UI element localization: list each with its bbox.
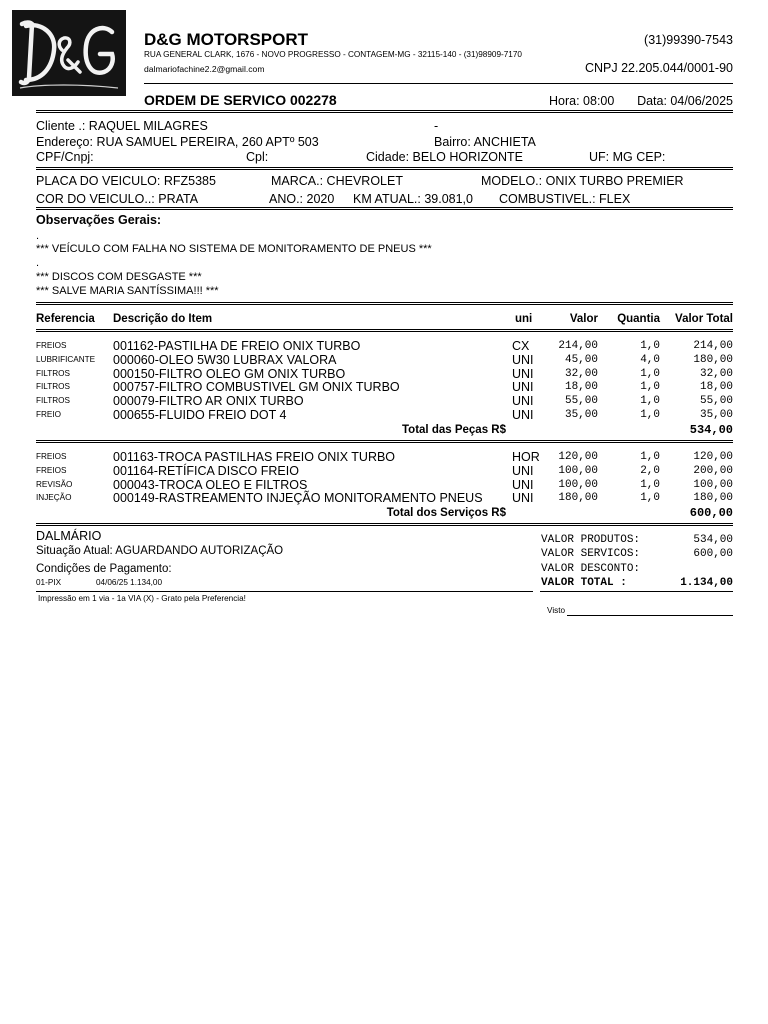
item-total: 32,00 — [699, 367, 733, 380]
item-total: 180,00 — [693, 492, 733, 505]
item-description: 000757-FILTRO COMBUSTIVEL GM ONIX TURBO — [113, 380, 400, 395]
observation-line: *** DISCOS COM DESGASTE *** — [36, 271, 202, 283]
services-total-label: Total dos Serviços R$ — [386, 507, 506, 519]
item-description: 000079-FILTRO AR ONIX TURBO — [113, 394, 304, 409]
item-unit-price: 214,00 — [558, 340, 598, 352]
col-header-quantia: Quantia — [617, 313, 660, 325]
divider — [36, 523, 733, 526]
responsible-name: DALMÁRIO — [36, 529, 102, 543]
services-total-value: 600,00 — [689, 506, 733, 520]
client-address: Endereço: RUA SAMUEL PEREIRA, 260 APTº 503 — [36, 135, 319, 149]
item-unit-price: 45,00 — [564, 353, 598, 366]
item-description: 000149-RASTREAMENTO INJEÇÃO MONITORAMENTO PNEUS — [113, 491, 483, 506]
item-unit-price: 120,00 — [558, 451, 598, 463]
item-unit-price: 55,00 — [564, 395, 598, 408]
item-total: 100,00 — [693, 478, 733, 491]
vehicle-year: ANO.: 2020 — [269, 192, 335, 206]
item-reference: REVISÃO — [36, 479, 73, 489]
item-total: 214,00 — [693, 340, 733, 352]
item-unit: UNI — [512, 352, 534, 367]
item-unit: UNI — [512, 394, 534, 409]
item-unit: UNI — [512, 366, 534, 381]
item-total: 200,00 — [693, 464, 733, 477]
client-name: Cliente .: RAQUEL MILAGRES — [36, 119, 208, 133]
payment-method: 01-PIX — [36, 578, 62, 587]
divider — [36, 207, 733, 210]
parts-total-label: Total das Peças R$ — [402, 424, 506, 436]
item-description: 001164-RETÍFICA DISCO FREIO — [113, 463, 299, 478]
item-quantity: 4,0 — [640, 353, 660, 366]
item-quantity: 1,0 — [640, 451, 660, 463]
summary-label: VALOR SERVICOS: — [541, 548, 641, 561]
payment-detail: 04/06/25 1.134,00 — [96, 578, 163, 587]
order-data: Data: 04/06/2025 — [637, 94, 733, 108]
vehicle-km: KM ATUAL.: 39.081,0 — [353, 192, 473, 206]
company-phone: (31)99390-7543 — [644, 33, 733, 47]
item-quantity: 1,0 — [640, 478, 660, 491]
item-description: 000150-FILTRO OLEO GM ONIX TURBO — [113, 366, 346, 381]
company-name: D&G MOTORSPORT — [144, 30, 309, 49]
item-quantity: 1,0 — [640, 395, 660, 408]
visto-label: Visto — [547, 606, 566, 615]
summary-value: 600,00 — [693, 548, 733, 561]
divider — [144, 83, 733, 84]
item-quantity: 1,0 — [640, 340, 660, 352]
divider — [36, 110, 733, 113]
col-header-referencia: Referencia — [36, 313, 95, 325]
client-cpf: CPF/Cnpj: — [36, 150, 94, 164]
item-description: 000655-FLUIDO FREIO DOT 4 — [113, 408, 287, 422]
payment-conditions-label: Condições de Pagamento: — [36, 563, 172, 575]
client-bairro: Bairro: ANCHIETA — [434, 135, 536, 149]
item-reference: FREIOS — [36, 341, 67, 350]
item-reference: FILTROS — [36, 396, 70, 406]
item-quantity: 2,0 — [640, 464, 660, 477]
observation-line: *** SALVE MARIA SANTÍSSIMA!!! *** — [36, 285, 219, 297]
item-total: 120,00 — [693, 451, 733, 463]
col-header-descricao: Descrição do Item — [113, 313, 213, 325]
item-total: 18,00 — [699, 381, 733, 394]
item-unit: UNI — [512, 463, 534, 478]
item-description: 001163-TROCA PASTILHAS FREIO ONIX TURBO — [113, 450, 396, 464]
divider — [36, 302, 733, 305]
divider — [36, 329, 733, 332]
item-description: 001162-PASTILHA DE FREIO ONIX TURBO — [113, 339, 361, 353]
item-unit: CX — [512, 339, 530, 353]
item-unit-price: 100,00 — [558, 478, 598, 491]
item-unit-price: 100,00 — [558, 464, 598, 477]
summary-underline — [540, 591, 733, 592]
item-reference: FREIO — [36, 410, 62, 419]
signature-line — [567, 615, 733, 616]
item-total: 55,00 — [699, 395, 733, 408]
item-reference: LUBRIFICANTE — [36, 354, 96, 364]
item-unit-price: 32,00 — [564, 367, 598, 380]
item-unit-price: 35,00 — [564, 409, 598, 421]
col-header-valor: Valor — [569, 313, 598, 325]
company-cnpj: CNPJ 22.205.044/0001-90 — [584, 61, 733, 75]
item-quantity: 1,0 — [640, 492, 660, 505]
order-hora: Hora: 08:00 — [549, 94, 615, 108]
print-note: Impressão em 1 via - 1a VIA (X) - Grato pela Preferencia! — [38, 594, 246, 603]
item-reference: FILTROS — [36, 368, 70, 378]
vehicle-plate: PLACA DO VEICULO: RFZ5385 — [36, 174, 216, 188]
status-text: Situação Atual: AGUARDANDO AUTORIZAÇÃO — [36, 545, 284, 557]
vehicle-model: MODELO.: ONIX TURBO PREMIER — [481, 174, 684, 188]
item-unit: UNI — [512, 380, 534, 395]
item-description: 000060-OLEO 5W30 LUBRAX VALORA — [113, 352, 337, 367]
item-unit: HOR — [512, 450, 540, 464]
company-address: RUA GENERAL CLARK, 1676 - NOVO PROGRESSO - CONTAGEM-MG - 32115-140 - (31)98909-7170 — [144, 50, 522, 59]
item-total: 35,00 — [699, 409, 733, 421]
item-unit: UNI — [512, 477, 534, 492]
item-quantity: 1,0 — [640, 381, 660, 394]
client-dash: - — [434, 119, 439, 133]
observations-title: Observações Gerais: — [36, 213, 162, 227]
client-uf: UF: MG CEP: — [589, 150, 666, 164]
observation-dot: . — [36, 230, 40, 242]
order-title: ORDEM DE SERVICO 002278 — [144, 92, 337, 108]
vehicle-make: MARCA.: CHEVROLET — [271, 174, 403, 188]
company-logo — [12, 10, 126, 96]
item-quantity: 1,0 — [640, 367, 660, 380]
client-cpl: Cpl: — [246, 150, 269, 164]
item-reference: FREIOS — [36, 465, 67, 475]
item-description: 000043-TROCA OLEO E FILTROS — [113, 477, 308, 492]
summary-label: VALOR TOTAL : — [541, 576, 627, 589]
company-email: dalmariofachine2.2@gmail.com — [144, 64, 265, 74]
client-city: Cidade: BELO HORIZONTE — [366, 150, 523, 164]
item-unit-price: 18,00 — [564, 381, 598, 394]
parts-total-value: 534,00 — [689, 423, 733, 437]
item-total: 180,00 — [693, 353, 733, 366]
summary-value: 1.134,00 — [680, 576, 733, 589]
item-quantity: 1,0 — [640, 409, 660, 421]
divider — [36, 167, 733, 170]
item-reference: FREIOS — [36, 452, 67, 461]
item-unit-price: 180,00 — [558, 492, 598, 505]
summary-label: VALOR DESCONTO: — [541, 562, 641, 575]
vehicle-fuel: COMBUSTIVEL.: FLEX — [499, 192, 631, 206]
summary-label: VALOR PRODUTOS: — [541, 534, 641, 546]
col-header-uni: uni — [515, 313, 533, 325]
summary-value: 534,00 — [693, 534, 733, 546]
vehicle-color: COR DO VEICULO..: PRATA — [36, 192, 199, 206]
item-unit: UNI — [512, 491, 534, 506]
item-reference: FILTROS — [36, 382, 70, 392]
item-unit: UNI — [512, 408, 534, 422]
observation-dot: . — [36, 257, 40, 269]
divider — [36, 440, 733, 443]
col-header-valor-total: Valor Total — [675, 313, 733, 325]
item-reference: INJEÇÃO — [36, 493, 72, 503]
divider — [36, 591, 533, 592]
observation-line: *** VEÍCULO COM FALHA NO SISTEMA DE MONITORAMENTO DE PNEUS *** — [36, 243, 432, 255]
